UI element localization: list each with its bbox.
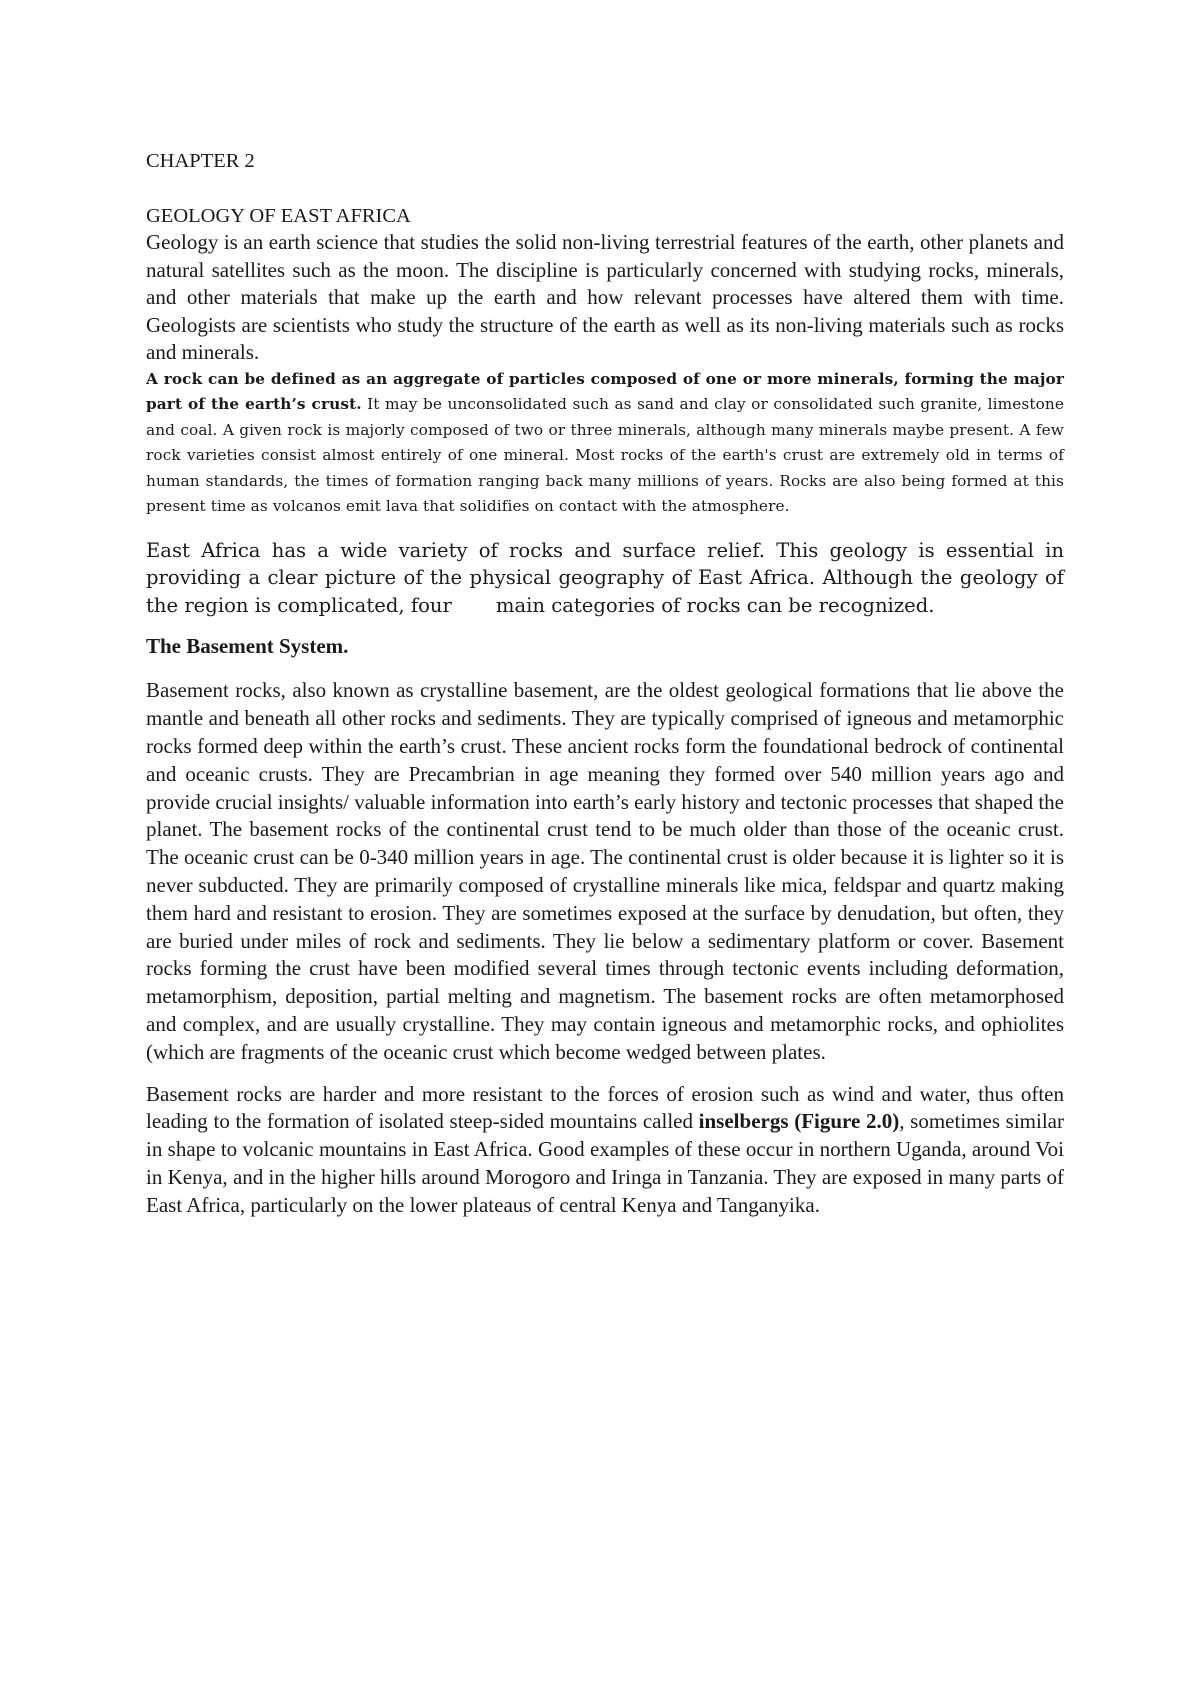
document-page <box>146 0 1064 1696</box>
rock-definition-text: It may be unconsolidated such as sand and clay or consolidated such granite, limestone and coal. A given rock is majorly composed of two or three minerals, although many minerals maybe present. A few rock varieties consist almost entirely of one mineral. Most rocks of the earth's crust are extremely old in terms of human standards, the times of formation ranging back many millions of years. Rocks are also being formed at this present time as volcanos emit lava that solidifies on contact with the atmosphere. <box>146 395 1064 516</box>
basement-p2-end: , sometimes similar in shape to volcanic mountains in East Africa. Good examples of these occur in northern Uganda, around Voi in Kenya, and in the higher hills around Morogoro and Iringa in Tanzania. They are exposed in many parts of East Africa, particularly on the lower plateaus of central Kenya and Tanganyika. <box>146 1109 1064 1217</box>
intro-paragraph: Geology is an earth science that studies the solid non-living terrestrial features of the earth, other planets and natural satellites such as the moon. The discipline is particularly concerned with studying rocks, minerals, and other materials that make up the earth and how relevant processes have altered them with time. Geologists are scientists who study the structure of the earth as well as its non-living materials such as rocks and minerals. <box>146 230 1064 365</box>
basement-paragraph-2 <box>146 1081 1064 1220</box>
east-africa-text-1: East Africa has a wide variety of rocks and surface relief. This geology is essential in providing a clear picture of the physical geography of East Africa. Although the geology of the region is complicated, four <box>146 538 1064 617</box>
section-heading-basement: The Basement System. <box>146 634 349 659</box>
basement-p2-start: Basement rocks are harder and more resistant to the forces of erosion such as wind and water, thus often leading to the formation of isolated steep-sided mountains called <box>146 1081 1064 1134</box>
figure-reference: (Figure 2.0) <box>794 1109 900 1134</box>
rock-definition-bold: A rock can be defined as an aggregate of particles composed of one or more minerals, forming the major part of the earth’s crust. <box>146 369 1064 414</box>
inselbergs-term: inselbergs <box>698 1109 789 1134</box>
rock-definition-paragraph <box>146 367 1064 520</box>
chapter-title: GEOLOGY OF EAST AFRICA <box>146 205 411 227</box>
east-africa-paragraph <box>146 537 1064 620</box>
east-africa-text-2: main categories of rocks can be recognized. <box>495 593 935 617</box>
basement-paragraph-1: Basement rocks, also known as crystalline basement, are the oldest geological formations that lie above the mantle and beneath all other rocks and sediments. They are typically comprised of igneous and metamorphic rocks formed deep within the earth’s crust. These ancient rocks form the foundational bedrock of continental and oceanic crusts. They are Precambrian in age meaning they formed over 540 million years ago and provide crucial insights/ valuable information into earth’s early history and tectonic processes that shaped the planet. The basement rocks of the continental crust tend to be much older than those of the oceanic crust. The oceanic crust can be 0-340 million years in age. The continental crust is older because it is lighter so it is never subducted. They are primarily composed of crystalline minerals like mica, feldspar and quartz making them hard and resistant to erosion. They are sometimes exposed at the surface by denudation, but often, they are buried under miles of rock and sediments. They lie below a sedimentary platform or cover. Basement rocks forming the crust have been modified several times through tectonic events including deformation, metamorphism, deposition, partial melting and magnetism. The basement rocks are often metamorphosed and complex, and are usually crystalline. They may contain igneous and metamorphic rocks, and ophiolites (which are fragments of the oceanic crust which become wedged between plates. <box>146 678 1064 1064</box>
chapter-content <box>146 203 1064 1234</box>
chapter-label: CHAPTER 2 <box>146 150 255 172</box>
